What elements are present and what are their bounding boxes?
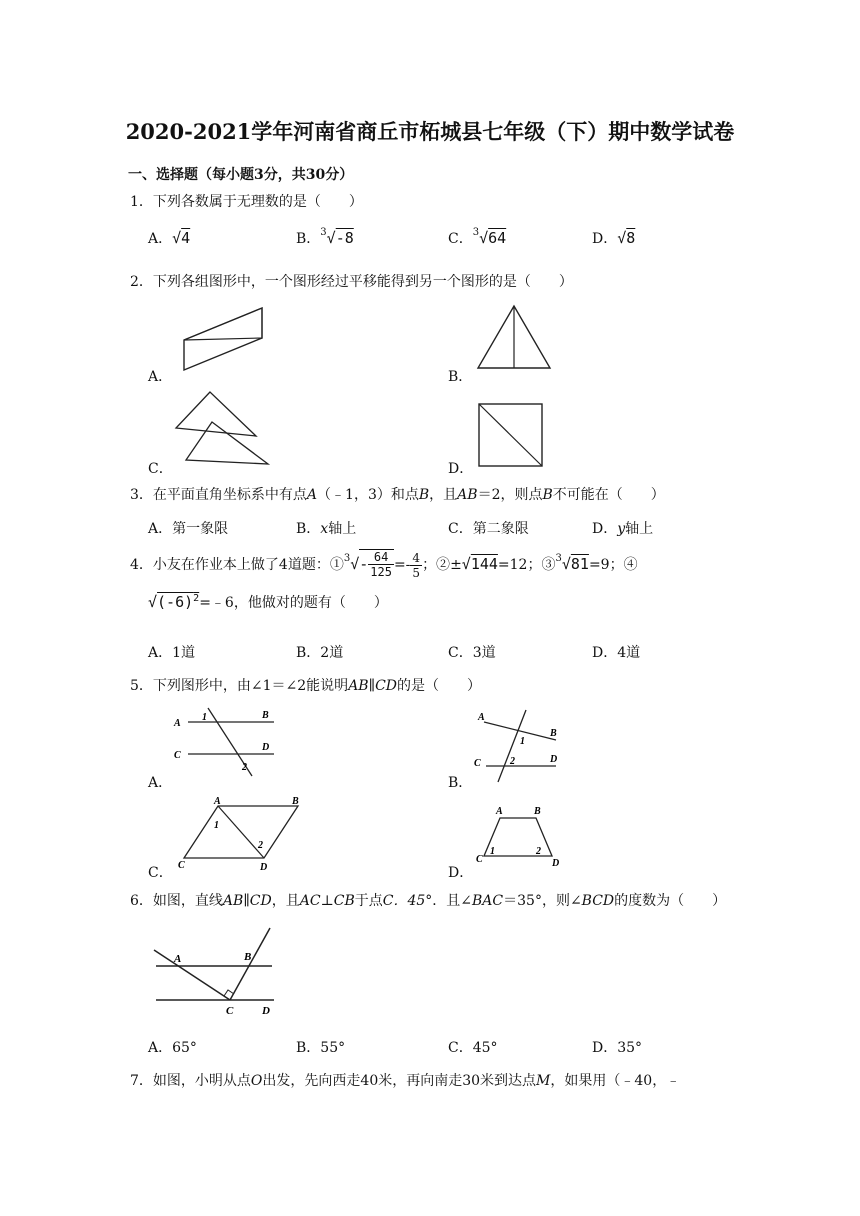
text: =﹣6，他做对的题有（ ） <box>199 595 388 611</box>
question-4-stem <box>130 549 638 581</box>
question-2-stem: 2．下列各组图形中，一个图形经过平移能得到另一个图形的是（ ） <box>130 274 573 290</box>
point-label: D <box>552 858 560 869</box>
question-1-stem: 1．下列各数属于无理数的是（ ） <box>130 194 363 210</box>
q2-option-b[interactable]: B． <box>448 369 473 385</box>
segment-label: AB <box>457 487 478 503</box>
text: ．且∠ <box>432 893 472 909</box>
point-label: B <box>262 710 269 721</box>
q3-option-c[interactable]: C．第二象限 <box>448 521 529 537</box>
angle-label: 1 <box>520 736 525 747</box>
q6-figure <box>150 924 280 1018</box>
text: ，且 <box>271 893 300 909</box>
radicand: 64 <box>488 229 507 247</box>
text: （﹣1，3）和点 <box>317 487 419 503</box>
q6-option-b[interactable]: B．55° <box>296 1040 346 1056</box>
point-label: C <box>174 750 181 761</box>
angle-name: BCD <box>581 893 615 909</box>
text: 3．在平面直角坐标系中有点 <box>130 487 307 503</box>
question-6-stem <box>130 890 726 910</box>
point-label: M <box>536 1073 551 1089</box>
point-label: C <box>226 1005 234 1017</box>
numerator: 4 <box>412 550 421 565</box>
text: 出发，先向西走40米，再向南走30米到达点 <box>262 1073 537 1089</box>
radicand: -8 <box>335 229 354 247</box>
text: 的是（ ） <box>397 678 481 694</box>
q1-option-d[interactable] <box>592 228 635 248</box>
radical-3: √81 <box>561 555 589 573</box>
line-label: AB <box>222 893 244 909</box>
radicand: 4 <box>181 229 191 247</box>
radicand: 81 <box>570 555 589 573</box>
option-label: B． <box>296 521 321 537</box>
point-label: A <box>174 953 182 965</box>
text: =- <box>393 557 411 573</box>
axis-var: x <box>320 521 329 537</box>
q2-option-c[interactable]: C． <box>148 461 173 477</box>
angle-label: 2 <box>536 846 541 857</box>
radical: √4 <box>172 229 191 247</box>
point-label: C <box>476 854 483 865</box>
radical-4: $√(-6)^2$ <box>148 593 200 611</box>
question-5-stem <box>130 675 481 695</box>
root-index: 3 <box>343 553 351 564</box>
q4-option-c[interactable]: C．3道 <box>448 645 496 661</box>
text: 的度数为（ ） <box>614 893 727 909</box>
point-label: A <box>174 718 181 729</box>
radicand: 144 <box>470 555 498 573</box>
q3-option-a[interactable]: A．第一象限 <box>148 521 229 537</box>
text: ＝2，则点 <box>477 487 543 503</box>
q6-option-c[interactable]: C．45° <box>448 1040 498 1056</box>
text: =12；③ <box>497 557 556 573</box>
point-label: D <box>262 1005 270 1017</box>
radical-2: √144 <box>461 555 498 573</box>
radical-1: √- $\frac{64}{125}$ <box>350 550 392 579</box>
text: ，且 <box>429 487 458 503</box>
axis-var: y <box>617 521 626 537</box>
question-4-stem-cont <box>148 592 388 612</box>
text: 6．如图，直线 <box>130 893 223 909</box>
text: 5．下列图形中，由∠1＝∠2能说明 <box>130 678 349 694</box>
angle-label: 2 <box>258 840 263 851</box>
parallel-symbol: ∥ <box>368 678 376 694</box>
text: 轴上 <box>625 521 654 537</box>
q2-figure-d <box>476 400 546 470</box>
root-index: 3 <box>555 553 562 564</box>
q2-figure-c <box>172 388 272 466</box>
option-label: D． <box>592 231 618 247</box>
angle-label: 1 <box>490 846 495 857</box>
point-label: D <box>262 742 270 753</box>
point-label: A <box>214 796 221 807</box>
point-label: B <box>542 487 553 503</box>
parallel-symbol: ∥ <box>243 893 250 909</box>
angle-name: BAC <box>472 893 504 909</box>
text: 于点 <box>354 893 383 909</box>
point-label: B <box>292 796 299 807</box>
point-label: D <box>260 862 268 872</box>
q5-option-d[interactable]: D． <box>448 865 474 881</box>
point-label: C <box>474 758 481 769</box>
text: ；② <box>422 557 451 573</box>
text: =9；④ <box>588 557 638 573</box>
q5-option-c[interactable]: C． <box>148 865 173 881</box>
q6-option-a[interactable]: A．65° <box>148 1040 197 1056</box>
q5-figure-c <box>174 796 304 872</box>
fraction <box>410 551 422 580</box>
point-label: C <box>178 860 185 871</box>
line-label: AB <box>348 678 369 694</box>
point-label: B <box>418 487 430 503</box>
angle-label: 2 <box>242 762 247 773</box>
point-label: A <box>478 712 485 723</box>
q1-option-c[interactable] <box>448 228 506 248</box>
q2-option-a[interactable]: A． <box>148 369 173 385</box>
denominator: 5 <box>412 565 421 580</box>
q2-figure-a <box>178 300 268 372</box>
q5-option-a[interactable]: A． <box>148 775 173 791</box>
text: ± <box>450 557 462 573</box>
text: 不可能在（ ） <box>552 487 665 503</box>
q1-option-b[interactable] <box>296 228 354 248</box>
point-label: B <box>550 728 557 739</box>
line-label: CD <box>375 678 397 694</box>
line-label: AC <box>299 893 321 909</box>
point-label: B <box>534 806 541 817</box>
q2-option-d[interactable]: D． <box>448 461 474 477</box>
q5-figure-a <box>170 704 280 780</box>
radical: √8 <box>617 229 636 247</box>
angle-label: 1 <box>214 820 219 831</box>
option-label: D． <box>592 521 618 537</box>
point-label: A <box>496 806 503 817</box>
q1-option-a[interactable] <box>148 228 190 248</box>
root-index: 3 <box>472 227 480 238</box>
angle-label: 1 <box>202 712 207 723</box>
radical: √-8 <box>326 229 354 247</box>
line-label: CD <box>249 893 272 909</box>
radicand: (-6) <box>157 593 194 611</box>
fraction <box>368 550 394 579</box>
question-3-stem <box>130 484 665 504</box>
text: 7．如图，小明从点 <box>130 1073 251 1089</box>
radicand: 8 <box>626 229 636 247</box>
q4-option-a[interactable]: A．1道 <box>148 645 196 661</box>
point-label: C．45° <box>382 893 433 909</box>
text: ＝35°，则∠ <box>503 893 582 909</box>
point-label: B <box>244 951 252 963</box>
line-label: CB <box>333 893 355 909</box>
exponent: 2 <box>193 593 200 604</box>
text: ，如果用（﹣40，﹣ <box>550 1073 681 1089</box>
point-label: O <box>250 1073 263 1089</box>
radical: √64 <box>479 229 507 247</box>
option-label: A． <box>148 231 173 247</box>
q2-figure-b <box>474 302 554 372</box>
angle-label: 2 <box>510 756 515 767</box>
point-label: A <box>306 487 318 503</box>
page-title: 2020-2021学年河南省商丘市柘城县七年级（下）期中数学试卷 <box>125 119 735 144</box>
q4-option-b[interactable]: B．2道 <box>296 645 344 661</box>
point-label: D <box>550 754 558 765</box>
q3-option-b[interactable] <box>296 518 356 538</box>
q5-figure-d <box>474 800 564 872</box>
option-label: C． <box>448 231 473 247</box>
option-label: B． <box>296 231 321 247</box>
section-heading: 一、选择题（每小题3分，共30分） <box>128 167 354 183</box>
numerator: 64 <box>368 550 394 565</box>
text: 4．小友在作业本上做了4道题：① <box>130 557 344 573</box>
perp-symbol: ⊥ <box>320 893 334 909</box>
root-index: 3 <box>320 227 327 238</box>
q5-figure-b <box>470 706 570 786</box>
denominator: 125 <box>370 565 392 579</box>
q6-option-d[interactable]: D．35° <box>592 1040 643 1056</box>
text: 轴上 <box>328 521 357 537</box>
question-7-stem <box>130 1070 680 1090</box>
q5-option-b[interactable]: B． <box>448 775 473 791</box>
q4-option-d[interactable]: D．4道 <box>592 645 641 661</box>
q3-option-d[interactable] <box>592 518 653 538</box>
